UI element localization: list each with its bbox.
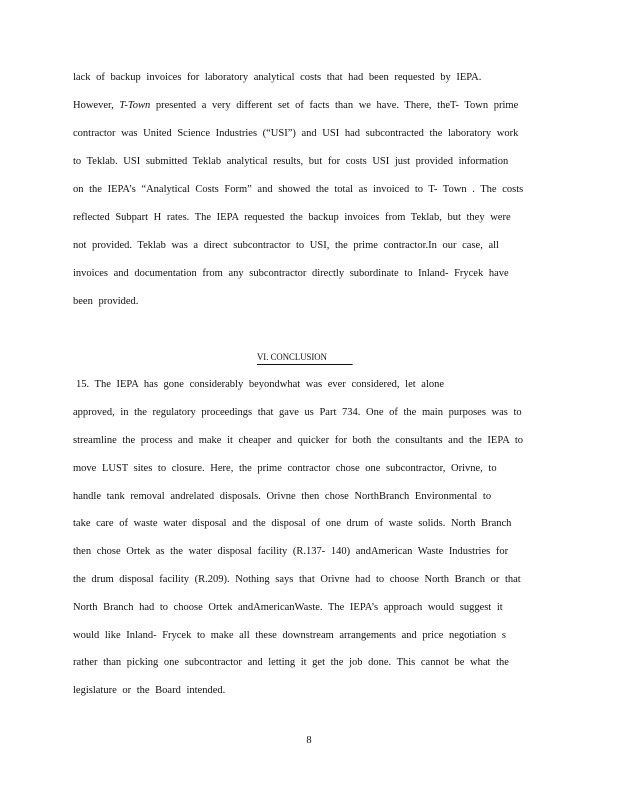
text-line: streamline the process and make it cheaper and quicker for both the consultants and the IEPA to xyxy=(73,435,523,446)
text-line: to Teklab. USI submitted Teklab analytical results, but for costs USI just provided information xyxy=(73,156,509,167)
text-line: would like Inland- Frycek to make all these downstream arrangements and price negotiation s xyxy=(73,630,506,641)
text-line: legislature or the Board intended. xyxy=(73,685,226,696)
page-number: 8 xyxy=(306,735,312,746)
text-line: take care of waste water disposal and the disposal of one drum of waste solids. North Branch xyxy=(73,518,512,529)
text-line: been provided. xyxy=(73,296,139,307)
text-line: on the IEPA’s “Analytical Costs Form” and showed the total as invoiced to T- Town . The costs xyxy=(73,184,524,195)
text-line: reflected Subpart H rates. The IEPA requested the backup invoices from Teklab, but they were xyxy=(73,212,511,223)
case-name-italic: T-Town xyxy=(119,100,151,111)
text-line: move LUST sites to closure. Here, the prime contractor chose one subcontractor, Orivne, to xyxy=(73,463,497,474)
text-line: handle tank removal andrelated disposals. Orivne then chose NorthBranch Environmental to xyxy=(73,491,492,502)
text-line: However, T-Town presented a very different set of facts than we have. There, theT- Town prime xyxy=(73,100,519,111)
text-line: the drum disposal facility (R.209). Nothing says that Orivne had to choose North Branch or that xyxy=(73,574,521,585)
text-line: lack of backup invoices for laboratory analytical costs that had been requested by IEPA. xyxy=(73,72,482,83)
text-line: invoices and documentation from any subcontractor directly subordinate to Inland- Frycek have xyxy=(73,268,509,279)
text-line: North Branch had to choose Ortek andAmericanWaste. The IEPA’s approach would suggest it xyxy=(73,602,503,613)
section-heading-conclusion: VI. CONCLUSION xyxy=(257,352,353,365)
text-line: approved, in the regulatory proceedings that gave us Part 734. One of the main purposes was to xyxy=(73,407,522,418)
text-line: 15. The IEPA has gone considerably beyondwhat was ever considered, let alone xyxy=(76,379,445,390)
text-line: rather than picking one subcontractor and letting it get the job done. This cannot be what the xyxy=(73,657,509,668)
text-line: contractor was United Science Industries (“USI”) and USI had subcontracted the laboratory work xyxy=(73,128,519,139)
text-line: not provided. Teklab was a direct subcontractor to USI, the prime contractor.In our case, all xyxy=(73,240,499,251)
text-line: then chose Ortek as the water disposal facility (R.137- 140) andAmerican Waste Industries for xyxy=(73,546,509,557)
